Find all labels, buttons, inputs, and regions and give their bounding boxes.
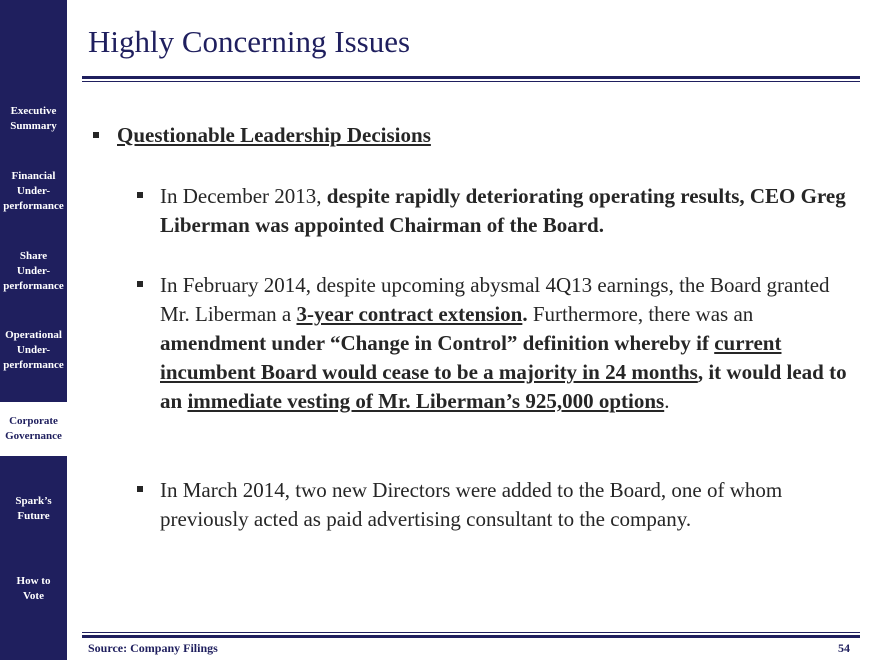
nav-item-operational-underperformance[interactable]: Operational Under- performance — [3, 329, 64, 371]
footer-divider-thick — [82, 635, 860, 638]
page-title: Highly Concerning Issues — [88, 24, 411, 59]
footer-divider-thin — [82, 632, 860, 633]
bullet-paragraph-contract-extension: In February 2014, despite upcoming abysmal 4Q13 earnings, the Board granted Mr. Liberman a 3-year contract extension. Furthermore, there was an amendment under “Change in Control” definition whereby if current incumbent Board would cease to be a majority in 24 months, it would lead to an immediate vesting of Mr. Liberman’s 925,000 options. — [160, 273, 847, 413]
title-divider-thick — [82, 76, 860, 79]
bullet-paragraph-new-directors: In March 2014, two new Directors were added to the Board, one of whom previously acted as paid advertising consultant to the company. — [160, 478, 783, 531]
nav-item-how-to-vote[interactable]: How to Vote — [16, 575, 51, 602]
bullet-square-icon — [137, 486, 143, 492]
nav-item-share-underperformance[interactable]: Share Under- performance — [3, 250, 64, 292]
page-number: 54 — [838, 641, 850, 655]
section-heading: Questionable Leadership Decisions — [117, 123, 431, 147]
title-divider-thin — [82, 81, 860, 82]
nav-item-sparks-future[interactable]: Spark’s Future — [15, 495, 52, 522]
sidebar-nav — [0, 0, 67, 660]
bullet-paragraph-chairman: In December 2013, despite rapidly deteriorating operating results, CEO Greg Liberman was appointed Chairman of the Board. — [160, 184, 846, 237]
bullet-square-icon — [137, 281, 143, 287]
nav-item-corporate-governance[interactable]: Corporate Governance — [0, 402, 67, 456]
nav-item-executive-summary[interactable]: Executive Summary — [10, 105, 57, 132]
nav-item-financial-underperformance[interactable]: Financial Under- performance — [3, 170, 64, 212]
bullet-square-icon — [93, 132, 99, 138]
bullet-square-icon — [137, 192, 143, 198]
source-note: Source: Company Filings — [88, 641, 218, 655]
